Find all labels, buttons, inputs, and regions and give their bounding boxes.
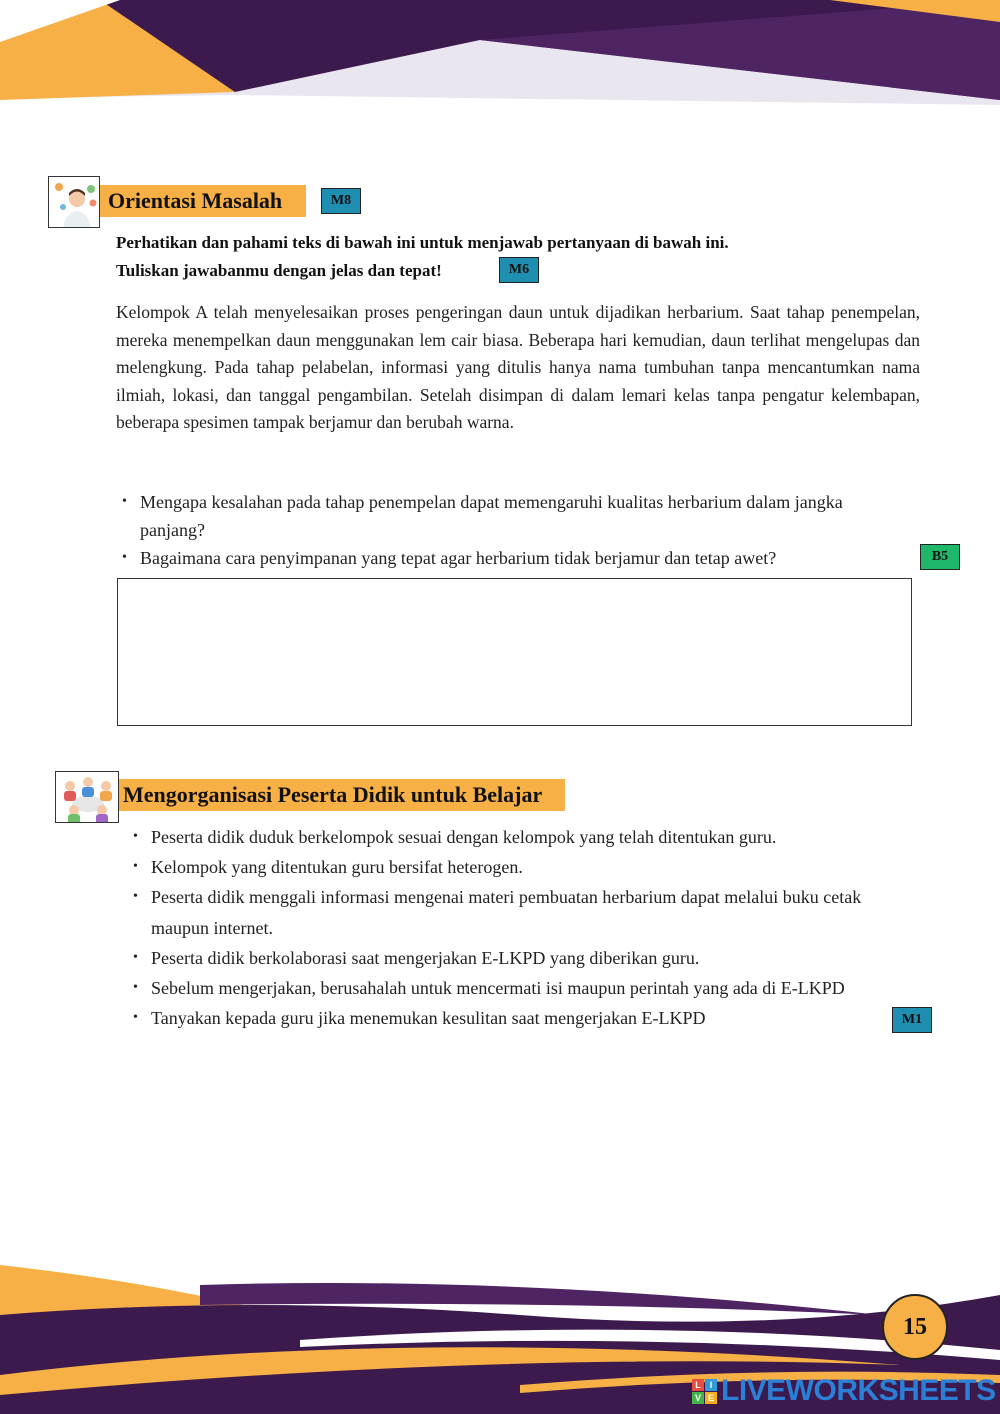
liveworksheets-watermark [692, 1374, 996, 1408]
instruction-line2: Tuliskan jawabanmu dengan jelas dan tepat! [116, 261, 442, 280]
section1-badge: M8 [321, 188, 361, 214]
top-decoration [0, 0, 1000, 150]
question-badge: B5 [920, 544, 960, 570]
section2-title-text: Mengorganisasi Peserta Didik untuk Belajar [123, 782, 543, 807]
list-item: • Peserta didik berkolaborasi saat mengerjakan E-LKPD yang diberikan guru. [151, 943, 879, 973]
page-number: 15 [882, 1294, 948, 1360]
section2-title [119, 779, 565, 811]
question-item: • Bagaimana cara penyimpanan yang tepat agar herbarium tidak berjamur dan tetap awet? [140, 544, 870, 572]
list-item: • Tanyakan kepada guru jika menemukan kesulitan saat mengerjakan E-LKPD [151, 1003, 879, 1033]
section2-icon [55, 771, 119, 823]
question-item: • Mengapa kesalahan pada tahap penempelan dapat memengaruhi kualitas herbarium dalam jangka panjang? [140, 488, 870, 544]
section1-icon [48, 176, 100, 228]
group-discussion-icon [56, 772, 119, 823]
thinking-student-icon [49, 177, 100, 228]
section1-title [100, 185, 306, 217]
liveworksheets-logo-icon: L I V E [692, 1379, 717, 1404]
section1-title-text: Orientasi Masalah [108, 188, 283, 213]
list-item: • Peserta didik menggali informasi mengenai materi pembuatan herbarium dapat melalui buku cetak maupun internet. [151, 882, 879, 942]
list-item: • Peserta didik duduk berkelompok sesuai dengan kelompok yang telah ditentukan guru. [151, 822, 879, 852]
list-badge: M1 [892, 1007, 932, 1033]
instruction-badge: M6 [499, 257, 539, 283]
list-item: • Kelompok yang ditentukan guru bersifat heterogen. [151, 852, 879, 882]
instruction-list [151, 822, 879, 1033]
list-item: • Sebelum mengerjakan, berusahalah untuk mencermati isi maupun perintah yang ada di E-LKPD [151, 973, 879, 1003]
answer-input[interactable] [117, 578, 912, 726]
question-list [140, 488, 870, 572]
liveworksheets-text: LIVEWORKSHEETS [721, 1374, 996, 1407]
instruction-line1: Perhatikan dan pahami teks di bawah ini untuk menjawab pertanyaan di bawah ini. [116, 233, 729, 252]
problem-paragraph: Kelompok A telah menyelesaikan proses pengeringan daun untuk dijadikan herbarium. Saat tahap penempelan, mereka menempelkan daun menggunakan lem cair biasa. Beberapa hari kemudian, daun terlihat mengelupas dan melengkung. Pada tahap pelabelan, informasi yang ditulis hanya nama tumbuhan tanpa mencantumkan nama ilmiah, lokasi, dan tanggal pengambilan. Setelah disimpan di dalam lemari kelas tanpa pengatur kelembapan, beberapa spesimen tampak berjamur dan berubah warna. [116, 302, 920, 432]
